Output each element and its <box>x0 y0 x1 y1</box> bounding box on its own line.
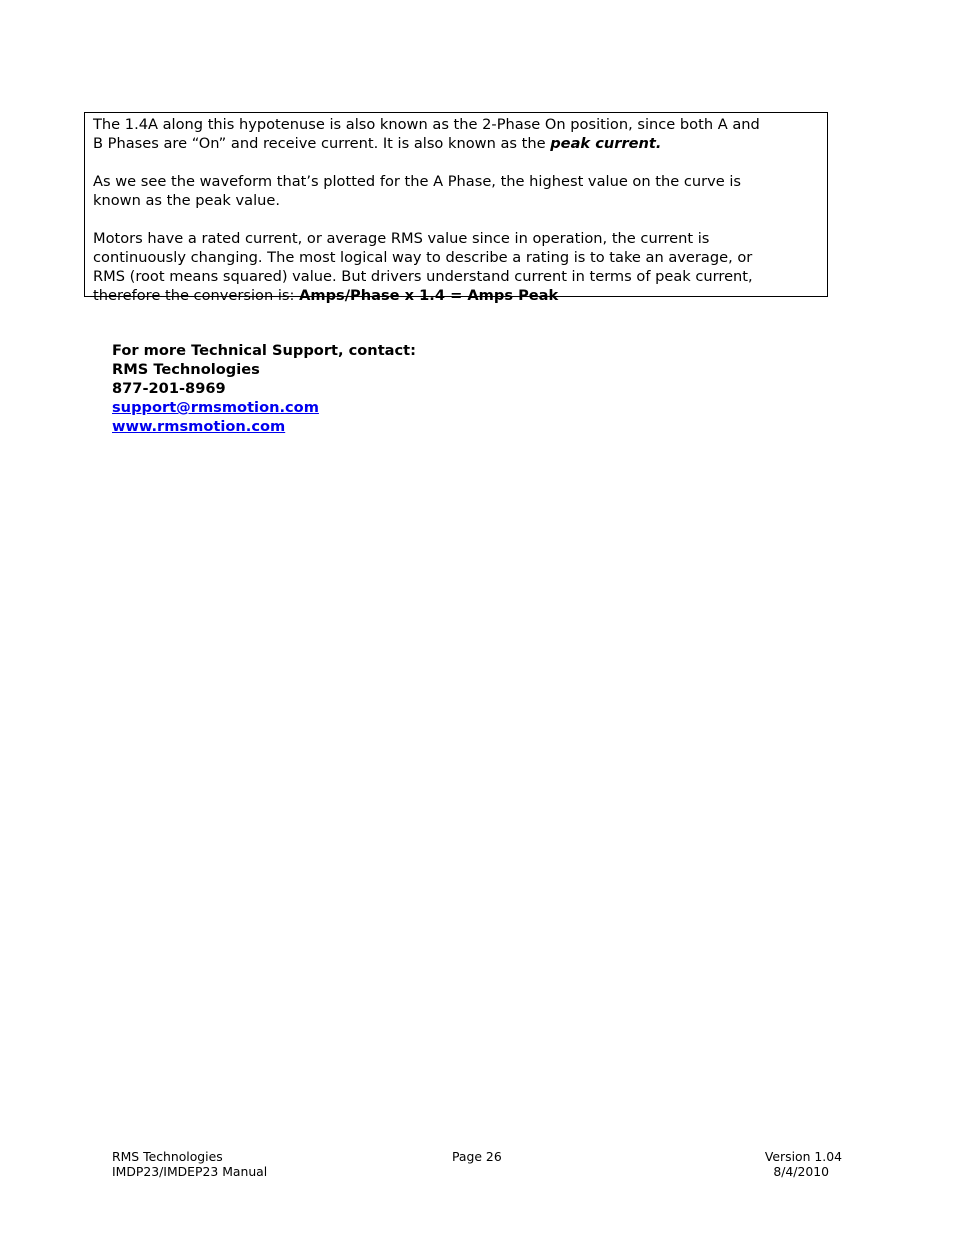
website-link[interactable]: www.rmsmotion.com <box>112 418 286 435</box>
footer-version: Version 1.04 <box>764 1149 842 1164</box>
conversion-formula: Amps/Phase x 1.4 = Amps Peak <box>299 287 559 304</box>
footer-center <box>452 1149 502 1164</box>
footer-manual: IMDP23/IMDEP23 Manual <box>112 1164 268 1179</box>
support-email-link[interactable]: support@rmsmotion.com <box>112 399 319 416</box>
footer-left <box>112 1149 267 1179</box>
contact-company: RMS Technologies <box>112 361 260 378</box>
footer-date: 8/4/2010 <box>773 1164 829 1179</box>
text-line: As we see the waveform that’s plotted for the A Phase, the highest value on the curve is <box>93 173 742 190</box>
text-line: RMS (root means squared) value. But drivers understand current in terms of peak current, <box>93 268 753 285</box>
text-segment: therefore the conversion is: <box>93 287 300 304</box>
text-line <box>93 286 827 305</box>
paragraph-peak-value <box>93 172 827 210</box>
contact-heading: For more Technical Support, contact: <box>112 342 416 359</box>
text-line: Motors have a rated current, or average RMS value since in operation, the current is <box>93 230 710 247</box>
support-contact <box>112 341 416 436</box>
info-box <box>84 112 828 304</box>
paragraph-peak-current <box>93 115 827 153</box>
emphasis-peak-current: peak current. <box>550 135 662 152</box>
footer-right <box>720 1149 842 1179</box>
paragraph-rms-conversion <box>93 229 827 305</box>
footer-company: RMS Technologies <box>112 1149 223 1164</box>
contact-phone: 877-201-8969 <box>112 380 226 397</box>
text-line: known as the peak value. <box>93 192 281 209</box>
text-segment: B Phases are “On” and receive current. It is also known as the <box>93 135 551 152</box>
page-number: Page 26 <box>452 1149 502 1164</box>
text-line: The 1.4A along this hypotenuse is also known as the 2-Phase On position, since both A and <box>93 116 760 133</box>
text-line <box>93 134 827 153</box>
text-line: continuously changing. The most logical way to describe a rating is to take an average, or <box>93 249 753 266</box>
